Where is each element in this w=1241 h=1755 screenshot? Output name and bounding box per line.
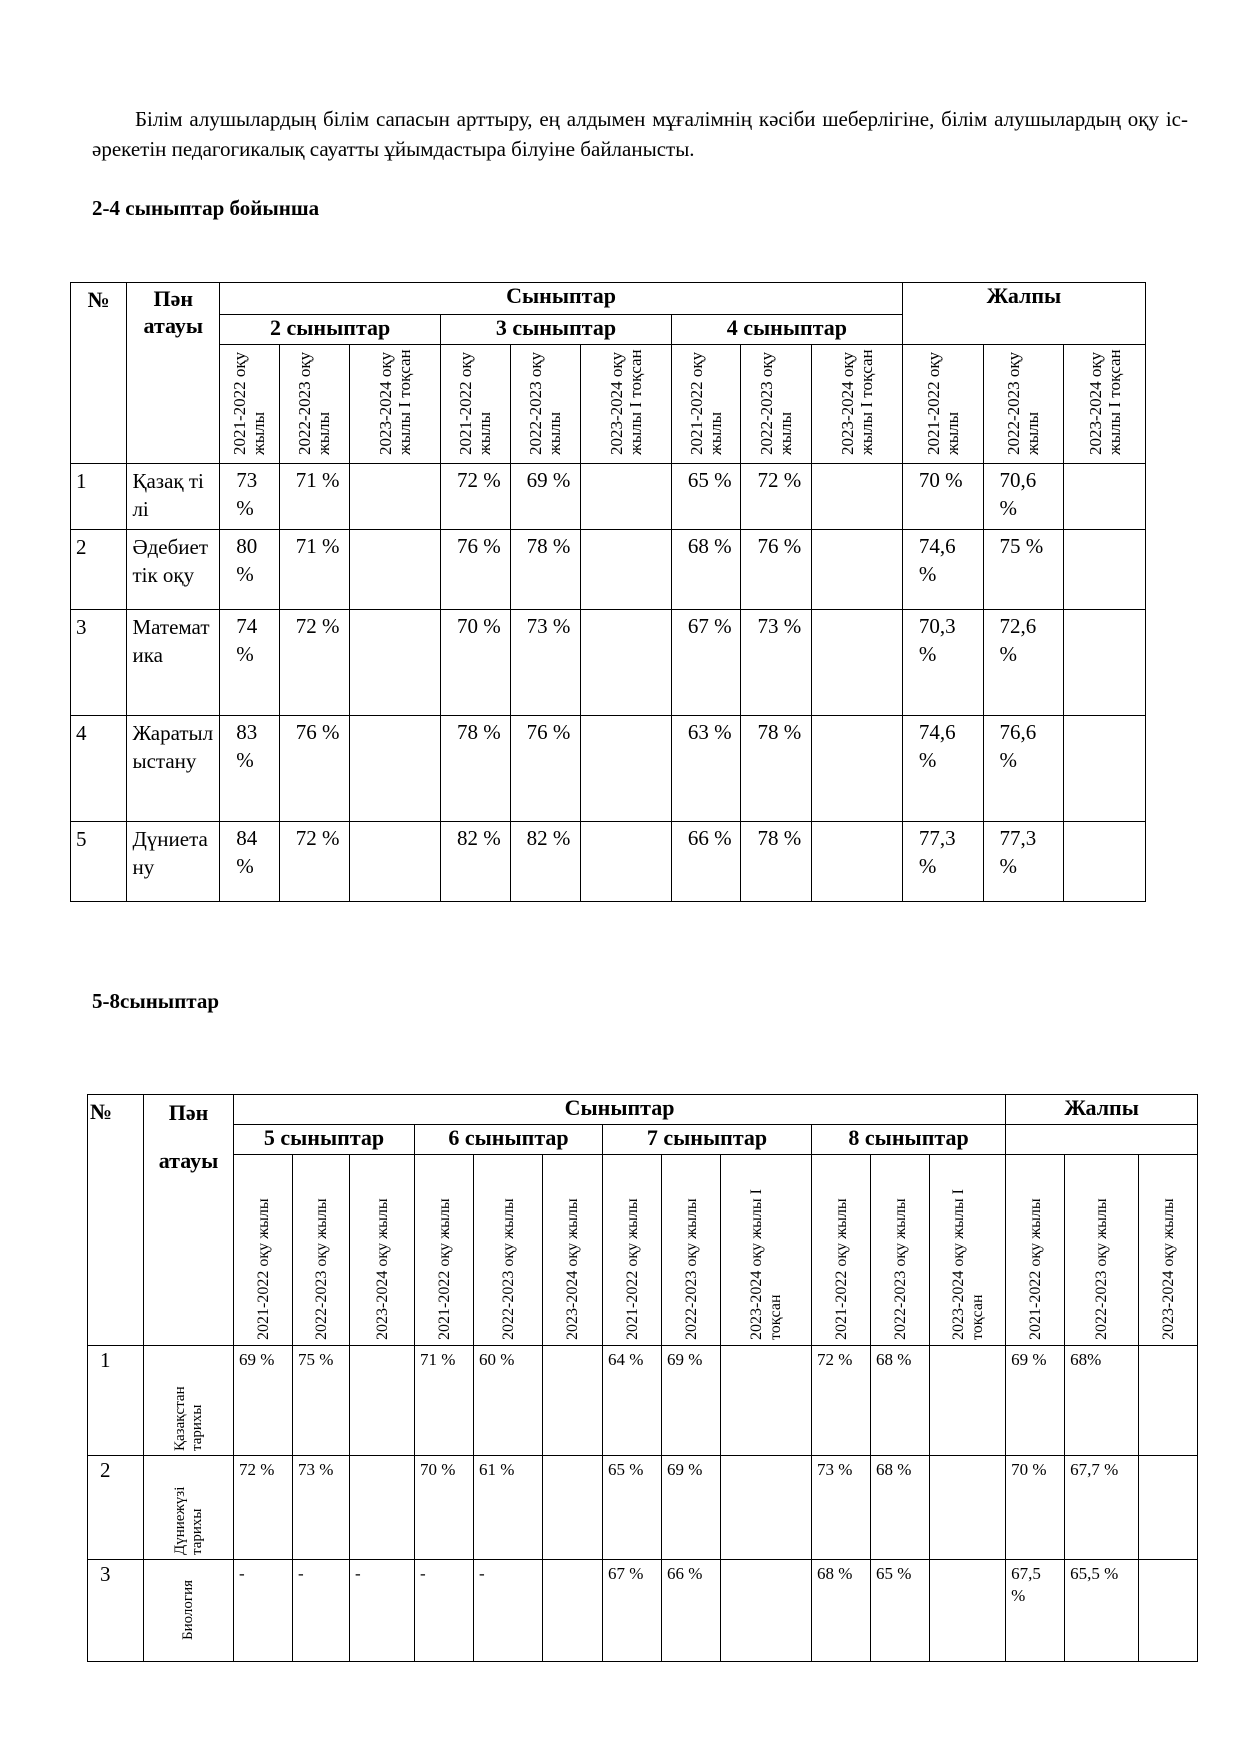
col-subject-header bbox=[144, 1095, 234, 1346]
period-header bbox=[812, 345, 903, 464]
class-group-header: 2 сыныптар bbox=[220, 315, 441, 345]
subject-name: Қазақстан тарихы bbox=[171, 1385, 205, 1451]
classes-group-header: Сыныптар bbox=[220, 283, 903, 315]
period-label: 2021-2022 оқу жылы bbox=[832, 1198, 850, 1340]
grade-value: 77,3 % bbox=[983, 822, 1064, 902]
table-row bbox=[88, 1560, 1198, 1662]
classes-group-header: Сыныптар bbox=[234, 1095, 1006, 1125]
grade-value bbox=[930, 1456, 1006, 1560]
grade-value: 74,6 % bbox=[902, 716, 983, 822]
subject-name: Әдебиеттік оқу bbox=[127, 530, 220, 610]
grade-value bbox=[581, 464, 672, 530]
grade-value: - bbox=[415, 1560, 474, 1662]
table-row bbox=[71, 464, 1146, 530]
grade-value: 74 % bbox=[220, 610, 279, 716]
grade-value: 69 % bbox=[510, 464, 581, 530]
grade-value bbox=[581, 716, 672, 822]
class-group-header: 5 сыныптар bbox=[234, 1125, 415, 1155]
grade-value: 65 % bbox=[603, 1456, 662, 1560]
period-header bbox=[510, 345, 581, 464]
period-header bbox=[350, 345, 441, 464]
grade-value: 75 % bbox=[983, 530, 1064, 610]
col-subject-line-2: атауы bbox=[158, 1148, 219, 1173]
period-header bbox=[234, 1155, 293, 1346]
grade-value bbox=[812, 530, 903, 610]
period-label: 2022-2023 оқу жылы bbox=[312, 1198, 330, 1340]
grade-value: 73 % bbox=[510, 610, 581, 716]
grade-value: 65 % bbox=[671, 464, 741, 530]
period-header bbox=[902, 345, 983, 464]
grade-value: 82 % bbox=[510, 822, 581, 902]
period-header bbox=[721, 1155, 812, 1346]
class-group-header: 7 сыныптар bbox=[603, 1125, 812, 1155]
period-label: 2023-2024 оқу жылы I тоқсан bbox=[748, 1189, 784, 1340]
grade-value: 83 % bbox=[220, 716, 279, 822]
period-label: 2023-2024 оқу жылы I тоқсан bbox=[607, 349, 646, 455]
grade-value: 70 % bbox=[415, 1456, 474, 1560]
grade-value bbox=[1064, 822, 1146, 902]
grade-value bbox=[1139, 1560, 1198, 1662]
intro-paragraph: Білім алушылардың білім сапасын арттыру, ең алдымен мұғалімнің кәсіби шеберлігіне, білім алушылардың оқу іс-әрекетін педагогикалық сауатты ұйымдастыра білуіне байланысты. bbox=[92, 107, 1188, 161]
grade-value: 69 % bbox=[662, 1346, 721, 1456]
grade-value: - bbox=[234, 1560, 293, 1662]
grade-value bbox=[721, 1560, 812, 1662]
grade-value bbox=[350, 464, 441, 530]
grade-value: 68 % bbox=[671, 530, 741, 610]
row-number: 2 bbox=[71, 530, 127, 610]
grade-value: 65,5 % bbox=[1065, 1560, 1139, 1662]
period-header bbox=[983, 345, 1064, 464]
class-group-header: 3 сыныптар bbox=[441, 315, 672, 345]
period-header bbox=[812, 1155, 871, 1346]
grade-value: 66 % bbox=[671, 822, 741, 902]
row-number: 5 bbox=[71, 822, 127, 902]
grade-value bbox=[350, 716, 441, 822]
subject-name: Дүниежүзі тарихы bbox=[171, 1486, 205, 1555]
grade-value: 68% bbox=[1065, 1346, 1139, 1456]
period-header bbox=[293, 1155, 350, 1346]
grade-value: 69 % bbox=[1006, 1346, 1065, 1456]
row-number: 1 bbox=[71, 464, 127, 530]
grade-value bbox=[930, 1560, 1006, 1662]
period-header bbox=[1006, 1155, 1065, 1346]
period-label: 2021-2022 оқу жылы bbox=[923, 351, 962, 455]
grade-value: 76 % bbox=[441, 530, 511, 610]
subject-name-cell bbox=[144, 1346, 234, 1456]
total-group-header: Жалпы bbox=[902, 283, 1145, 345]
period-header bbox=[603, 1155, 662, 1346]
grade-value bbox=[581, 610, 672, 716]
grade-value: 82 % bbox=[441, 822, 511, 902]
col-no-header: № bbox=[71, 283, 127, 464]
table2-heading: 5-8сыныптар bbox=[92, 989, 220, 1013]
period-label: 2021-2022 оқу жылы bbox=[623, 1198, 641, 1340]
grade-value: 72,6 % bbox=[983, 610, 1064, 716]
subject-name: Қазақ тілі bbox=[127, 464, 220, 530]
table-row bbox=[71, 610, 1146, 716]
period-header bbox=[543, 1155, 603, 1346]
period-header bbox=[930, 1155, 1006, 1346]
grade-value: 70 % bbox=[1006, 1456, 1065, 1560]
col-subject-header: Пән атауы bbox=[127, 283, 220, 464]
grade-value: 72 % bbox=[812, 1346, 871, 1456]
period-header bbox=[741, 345, 812, 464]
table-row bbox=[71, 716, 1146, 822]
period-label: 2022-2023 оқу жылы bbox=[499, 1198, 517, 1340]
grade-value: 69 % bbox=[234, 1346, 293, 1456]
grade-value: - bbox=[293, 1560, 350, 1662]
grade-value bbox=[1064, 716, 1146, 822]
grade-value bbox=[350, 822, 441, 902]
grade-value: 67 % bbox=[603, 1560, 662, 1662]
grade-value: 70 % bbox=[902, 464, 983, 530]
grade-value: 63 % bbox=[671, 716, 741, 822]
grade-value: 67,7 % bbox=[1065, 1456, 1139, 1560]
row-number: 3 bbox=[88, 1560, 144, 1662]
grade-value bbox=[812, 610, 903, 716]
grade-value bbox=[812, 822, 903, 902]
grade-value: 77,3 % bbox=[902, 822, 983, 902]
grade-value: 67 % bbox=[671, 610, 741, 716]
table-row bbox=[88, 1346, 1198, 1456]
subject-name: Жаратылыстану bbox=[127, 716, 220, 822]
class-group-header: 6 сыныптар bbox=[415, 1125, 603, 1155]
period-header bbox=[1139, 1155, 1198, 1346]
grade-value: 70,3 % bbox=[902, 610, 983, 716]
grade-value bbox=[1064, 530, 1146, 610]
grade-value bbox=[1064, 610, 1146, 716]
grade-value: 71 % bbox=[415, 1346, 474, 1456]
grade-value: 80 % bbox=[220, 530, 279, 610]
row-number: 4 bbox=[71, 716, 127, 822]
table-row bbox=[88, 1456, 1198, 1560]
grade-value: 73 % bbox=[741, 610, 812, 716]
grade-value: 72 % bbox=[741, 464, 812, 530]
period-label: 2022-2023 оқу жылы bbox=[1004, 351, 1043, 455]
period-label: 2023-2024 оқу жылы I тоқсан bbox=[376, 349, 415, 455]
grade-value bbox=[812, 716, 903, 822]
col-subject-line-1: Пән bbox=[168, 1100, 209, 1125]
grade-value: 70,6 % bbox=[983, 464, 1064, 530]
period-header bbox=[220, 345, 279, 464]
period-label: 2021-2022 оқу жылы bbox=[254, 1198, 272, 1340]
period-header bbox=[1065, 1155, 1139, 1346]
subject-name-cell bbox=[144, 1456, 234, 1560]
grade-value: 65 % bbox=[871, 1560, 930, 1662]
row-number: 1 bbox=[88, 1346, 144, 1456]
grades-5-8-table bbox=[87, 1094, 1198, 1662]
subject-name-cell bbox=[144, 1560, 234, 1662]
grade-value bbox=[350, 530, 441, 610]
grade-value bbox=[543, 1456, 603, 1560]
grade-value: 70 % bbox=[441, 610, 511, 716]
row-number: 2 bbox=[88, 1456, 144, 1560]
grade-value: 74,6 % bbox=[902, 530, 983, 610]
period-label: 2023-2024 оқу жылы bbox=[373, 1198, 391, 1340]
grade-value: 78 % bbox=[510, 530, 581, 610]
grade-value: 68 % bbox=[871, 1456, 930, 1560]
period-label: 2021-2022 оқу жылы bbox=[435, 1198, 453, 1340]
grade-value: 61 % bbox=[474, 1456, 543, 1560]
period-label: 2022-2023 оқу жылы bbox=[526, 351, 565, 455]
period-header bbox=[441, 345, 511, 464]
grade-value: 72 % bbox=[279, 610, 350, 716]
period-header bbox=[871, 1155, 930, 1346]
period-header bbox=[581, 345, 672, 464]
grade-value bbox=[1139, 1346, 1198, 1456]
period-header bbox=[671, 345, 741, 464]
subject-name: Дүниетану bbox=[127, 822, 220, 902]
period-label: 2021-2022 оқу жылы bbox=[1026, 1198, 1044, 1340]
grade-value bbox=[581, 530, 672, 610]
grade-value: 76 % bbox=[741, 530, 812, 610]
grade-value: 73 % bbox=[293, 1456, 350, 1560]
period-label: 2023-2024 оқу жылы I тоқсан bbox=[949, 1189, 986, 1340]
class-group-header: 8 сыныптар bbox=[812, 1125, 1006, 1155]
grade-value bbox=[581, 822, 672, 902]
grade-value: 71 % bbox=[279, 530, 350, 610]
col-no-header: № bbox=[88, 1095, 144, 1346]
period-label: 2023-2024 оқу жылы bbox=[1159, 1198, 1177, 1340]
grade-value: - bbox=[474, 1560, 543, 1662]
grade-value bbox=[721, 1346, 812, 1456]
total-subheader-empty bbox=[1006, 1125, 1198, 1155]
table-row bbox=[71, 530, 1146, 610]
period-header bbox=[415, 1155, 474, 1346]
period-header bbox=[279, 345, 350, 464]
class-group-header: 4 сыныптар bbox=[671, 315, 902, 345]
grade-value bbox=[350, 610, 441, 716]
period-header bbox=[350, 1155, 415, 1346]
grade-value: 72 % bbox=[234, 1456, 293, 1560]
grade-value: 69 % bbox=[662, 1456, 721, 1560]
grade-value: 64 % bbox=[603, 1346, 662, 1456]
subject-name: Математика bbox=[127, 610, 220, 716]
period-header bbox=[474, 1155, 543, 1346]
row-number: 3 bbox=[71, 610, 127, 716]
grade-value: 68 % bbox=[812, 1560, 871, 1662]
table1-heading: 2-4 сыныптар бойынша bbox=[92, 196, 320, 220]
grade-value: 72 % bbox=[279, 822, 350, 902]
period-label: 2022-2023 оқу жылы bbox=[295, 351, 334, 455]
period-label: 2023-2024 оқу жылы I тоқсан bbox=[1085, 349, 1124, 455]
grade-value: 76 % bbox=[279, 716, 350, 822]
period-label: 2022-2023 оқу жылы bbox=[757, 351, 796, 455]
subject-name: Биология bbox=[180, 1580, 196, 1641]
grade-value bbox=[721, 1456, 812, 1560]
grade-value: 75 % bbox=[293, 1346, 350, 1456]
grade-value: 73 % bbox=[220, 464, 279, 530]
grade-value: 68 % bbox=[871, 1346, 930, 1456]
period-label: 2021-2022 оқу жылы bbox=[687, 351, 726, 455]
grade-value bbox=[930, 1346, 1006, 1456]
period-label: 2023-2024 оқу жылы bbox=[564, 1198, 581, 1340]
period-label: 2022-2023 оқу жылы bbox=[891, 1198, 909, 1340]
grade-value: 78 % bbox=[441, 716, 511, 822]
grade-value: 76,6 % bbox=[983, 716, 1064, 822]
grades-2-4-table bbox=[70, 282, 1146, 902]
grade-value bbox=[350, 1456, 415, 1560]
grade-value: 60 % bbox=[474, 1346, 543, 1456]
grade-value bbox=[1139, 1456, 1198, 1560]
grade-value bbox=[1064, 464, 1146, 530]
grade-value: 72 % bbox=[441, 464, 511, 530]
period-label: 2022-2023 оқу жылы bbox=[1093, 1198, 1111, 1340]
grade-value: 67,5 % bbox=[1006, 1560, 1065, 1662]
grade-value: 76 % bbox=[510, 716, 581, 822]
grade-value bbox=[543, 1560, 603, 1662]
period-label: 2021-2022 оқу жылы bbox=[456, 351, 495, 455]
grade-value: 78 % bbox=[741, 716, 812, 822]
grade-value: 84 % bbox=[220, 822, 279, 902]
period-label: 2022-2023 оқу жылы bbox=[682, 1198, 700, 1340]
grade-value: 66 % bbox=[662, 1560, 721, 1662]
period-label: 2023-2024 оқу жылы I тоқсан bbox=[837, 349, 876, 455]
grade-value bbox=[543, 1346, 603, 1456]
grade-value: 78 % bbox=[741, 822, 812, 902]
grade-value bbox=[812, 464, 903, 530]
grade-value: 71 % bbox=[279, 464, 350, 530]
total-group-header: Жалпы bbox=[1006, 1095, 1198, 1125]
table-row bbox=[71, 822, 1146, 902]
grade-value: 73 % bbox=[812, 1456, 871, 1560]
period-header bbox=[1064, 345, 1146, 464]
grade-value bbox=[350, 1346, 415, 1456]
period-label: 2021-2022 оқу жылы bbox=[230, 351, 269, 455]
period-header bbox=[662, 1155, 721, 1346]
grade-value: - bbox=[350, 1560, 415, 1662]
